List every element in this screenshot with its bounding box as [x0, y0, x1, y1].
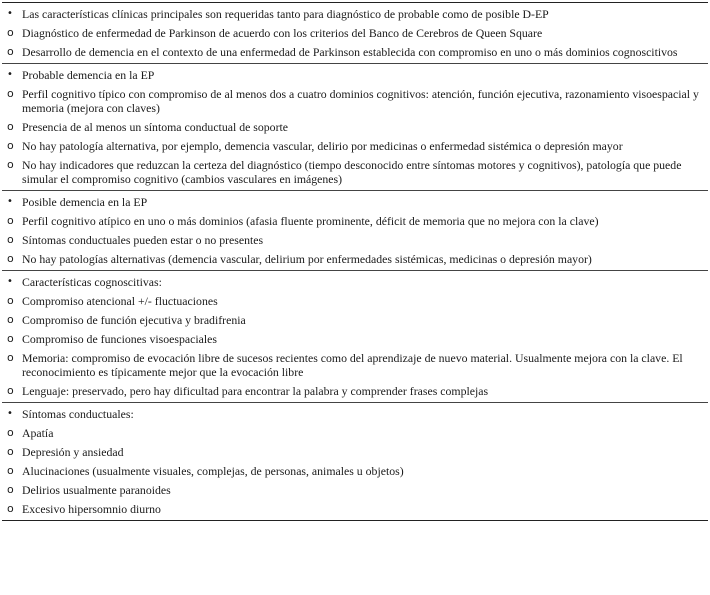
- table-row: [2, 462, 708, 481]
- circle-marker: o: [7, 252, 14, 265]
- row-text: Compromiso de función ejecutiva y bradifrenia: [22, 313, 246, 327]
- criteria-table: [2, 0, 708, 521]
- row-text: Excesivo hipersomnio diurno: [22, 502, 161, 516]
- circle-marker: o: [7, 483, 14, 496]
- circle-marker: o: [7, 351, 14, 364]
- section-behavioral-symptoms: [2, 402, 708, 521]
- table-row: [2, 5, 708, 24]
- row-text: Desarrollo de demencia en el contexto de una enfermedad de Parkinson establecida con compromiso en uno o más dominios cognoscitivos: [22, 45, 678, 59]
- section-core-features: [2, 2, 708, 63]
- row-text: Síntomas conductuales pueden estar o no presentes: [22, 233, 264, 247]
- bullet-marker: •: [7, 408, 13, 419]
- row-text: Perfil cognitivo típico con compromiso de al menos dos a cuatro dominios cognitivos: atención, función ejecutiva, razonamiento visoespacial y memoria (mejora con claves): [22, 87, 699, 115]
- table-row: [2, 500, 708, 519]
- circle-marker: o: [7, 384, 14, 397]
- table-row: [2, 66, 708, 85]
- table-row: [2, 292, 708, 311]
- row-text: Características cognoscitivas:: [22, 275, 162, 289]
- row-text: No hay patologías alternativas (demencia vascular, delirium por enfermedades sistémicas, medicinas o depresión mayor): [22, 252, 592, 266]
- bullet-marker: •: [7, 8, 13, 19]
- table-row: [2, 349, 708, 382]
- row-text: Lenguaje: preservado, pero hay dificultad para encontrar la palabra y comprender frases complejas: [22, 384, 489, 398]
- table-row: [2, 118, 708, 137]
- circle-marker: o: [7, 313, 14, 326]
- circle-marker: o: [7, 26, 14, 39]
- circle-marker: o: [7, 426, 14, 439]
- table-row: [2, 156, 708, 189]
- table-row: [2, 250, 708, 269]
- table-row: [2, 330, 708, 349]
- table-row: [2, 193, 708, 212]
- row-text: Posible demencia en la EP: [22, 195, 148, 209]
- row-text: Delirios usualmente paranoides: [22, 483, 171, 497]
- circle-marker: o: [7, 120, 14, 133]
- row-text: Perfil cognitivo atípico en uno o más dominios (afasia fluente prominente, déficit de memoria que no mejora con la clave): [22, 214, 599, 228]
- circle-marker: o: [7, 233, 14, 246]
- table-row: [2, 137, 708, 156]
- section-possible-dementia: [2, 190, 708, 270]
- table-row: [2, 43, 708, 62]
- circle-marker: o: [7, 214, 14, 227]
- row-text: Diagnóstico de enfermedad de Parkinson de acuerdo con los criterios del Banco de Cerebros de Queen Square: [22, 26, 543, 40]
- table-row: [2, 382, 708, 401]
- table-row: [2, 481, 708, 500]
- row-text: Compromiso atencional +/- fluctuaciones: [22, 294, 218, 308]
- circle-marker: o: [7, 445, 14, 458]
- section-cognitive-features: [2, 270, 708, 402]
- circle-marker: o: [7, 139, 14, 152]
- circle-marker: o: [7, 294, 14, 307]
- row-text: Memoria: compromiso de evocación libre de sucesos recientes como del aprendizaje de nuevo material. Usualmente mejora con la clave. El reconocimiento es típicamente mejor que la evocación libre: [22, 351, 683, 379]
- table-row: [2, 405, 708, 424]
- table-row: [2, 311, 708, 330]
- section-probable-dementia: [2, 63, 708, 190]
- circle-marker: o: [7, 332, 14, 345]
- row-text: Apatía: [22, 426, 54, 440]
- row-text: Compromiso de funciones visoespaciales: [22, 332, 217, 346]
- table-row: [2, 424, 708, 443]
- bullet-marker: •: [7, 69, 13, 80]
- row-text: Presencia de al menos un síntoma conductual de soporte: [22, 120, 289, 134]
- row-text: Síntomas conductuales:: [22, 407, 134, 421]
- circle-marker: o: [7, 502, 14, 515]
- table-row: [2, 273, 708, 292]
- circle-marker: o: [7, 158, 14, 171]
- row-text: Depresión y ansiedad: [22, 445, 124, 459]
- circle-marker: o: [7, 45, 14, 58]
- circle-marker: o: [7, 87, 14, 100]
- table-row: [2, 231, 708, 250]
- bullet-marker: •: [7, 196, 13, 207]
- row-text: Probable demencia en la EP: [22, 68, 155, 82]
- row-text: Las características clínicas principales son requeridas tanto para diagnóstico de probable como de posible D-EP: [22, 7, 549, 21]
- circle-marker: o: [7, 464, 14, 477]
- row-text: No hay patología alternativa, por ejemplo, demencia vascular, delirio por medicinas o enfermedad sistémica o depresión mayor: [22, 139, 623, 153]
- bullet-marker: •: [7, 276, 13, 287]
- row-text: Alucinaciones (usualmente visuales, complejas, de personas, animales u objetos): [22, 464, 404, 478]
- table-row: [2, 85, 708, 118]
- row-text: No hay indicadores que reduzcan la certeza del diagnóstico (tiempo desconocido entre síntomas motores y cognitivos), patología que puede simular el compromiso cognitivo (cambios vasculares en imágenes): [22, 158, 682, 186]
- table-row: [2, 212, 708, 231]
- table-row: [2, 443, 708, 462]
- table-row: [2, 24, 708, 43]
